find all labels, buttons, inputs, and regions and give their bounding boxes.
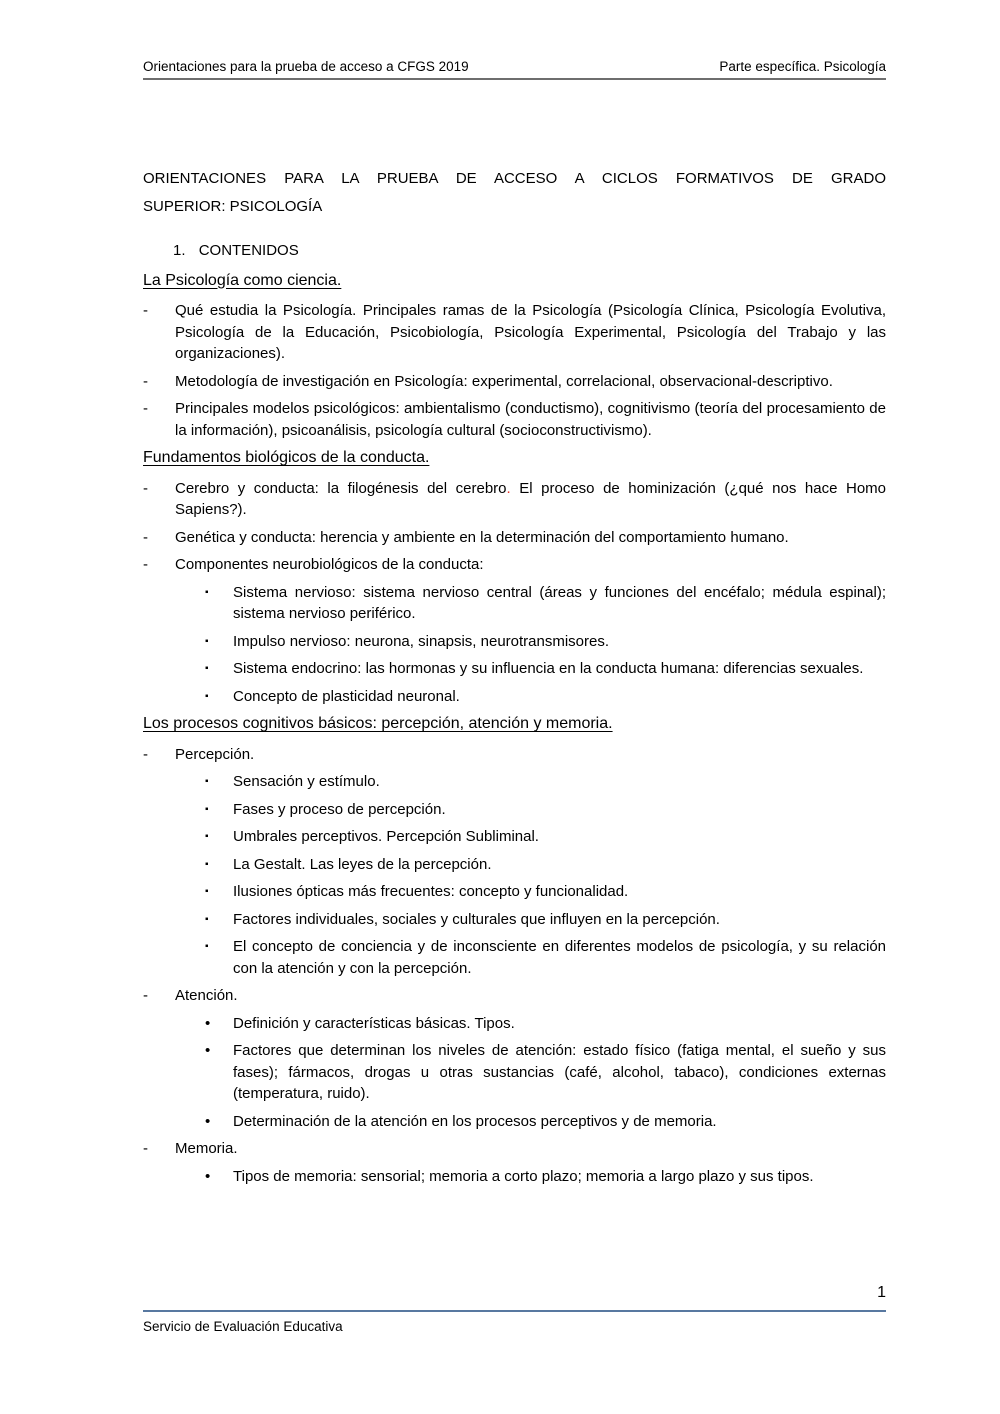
red-period: . [506,479,511,497]
dash-marker: - [143,745,148,763]
list-item [143,554,886,576]
round-bullet-marker: • [205,1112,211,1130]
list-item-text: Componentes neurobiológicos de la conducta: [175,556,484,573]
contents-heading [143,240,886,262]
dash-marker: - [143,372,148,390]
sub-list-item [143,1166,886,1188]
list-item [143,1138,886,1160]
header-left-text: Orientaciones para la prueba de acceso a CFGS 2019 [143,59,469,74]
list-item [143,371,886,393]
list-item-text: Definición y características básicas. Tipos. [233,1014,515,1032]
square-bullet-marker: ▪ [205,886,209,897]
sub-list-item [143,686,886,708]
square-bullet-marker: ▪ [205,586,209,598]
section-heading-fundamentos-biologicos: Fundamentos biológicos de la conducta. [143,449,430,466]
footer-divider-line [143,1310,886,1312]
sub-list-item [143,631,886,653]
header-right-text: Parte específica. Psicología [719,59,886,74]
list-item [143,744,886,766]
list-item-text: Qué estudia la Psicología. Principales ramas de la Psicología (Psicología Clínica, Psicología Evolutiva, Psicología de la Educación, Psicobiología, Psicología Experimental, Psicología del Trabajo y las organizaciones). [175,302,886,362]
list-item-text [175,480,886,519]
round-bullet-marker: • [205,1042,211,1059]
list-item-text: Memoria. [175,1140,238,1157]
document-title [143,165,886,221]
contents-heading-label: CONTENIDOS [198,242,299,259]
dash-marker: - [143,528,148,546]
square-bullet-marker: ▪ [205,635,209,647]
list-item [143,478,886,521]
dash-marker: - [143,400,148,417]
sub-list-item [143,936,886,979]
document-title-line2: SUPERIOR: PSICOLOGÍA [143,198,323,215]
list-item [143,527,886,549]
list-item-text: Sistema nervioso: sistema nervioso central (áreas y funciones del encéfalo; médula espinal); sistema nervioso periférico. [233,583,886,622]
text-segment: Cerebro y conducta: la filogénesis del cerebro [175,479,507,497]
list-item [143,398,886,441]
square-bullet-marker: ▪ [205,858,209,870]
sub-list-item [143,854,886,876]
square-bullet-marker: ▪ [205,913,209,925]
list-item-text: Determinación de la atención en los procesos perceptivos y de memoria. [233,1112,717,1130]
square-bullet-marker: ▪ [205,690,209,702]
list-item [143,985,886,1007]
dash-marker: - [143,479,148,497]
dash-marker: - [143,1140,148,1157]
sub-list-item [143,582,886,625]
list-item-text: La Gestalt. Las leyes de la percepción. [233,855,492,873]
sub-list-item [143,799,886,821]
list-item [143,300,886,365]
list-item-text: Atención. [175,987,238,1004]
list-item-text: Umbrales perceptivos. Percepción Subliminal. [233,828,539,845]
page-number: 1 [877,1284,886,1301]
list-item-text: Metodología de investigación en Psicología: experimental, correlacional, observacional-descriptivo. [175,372,833,390]
contents-heading-number: 1. [173,242,186,259]
square-bullet-marker: ▪ [205,803,209,815]
list-item-text: Tipos de memoria: sensorial; memoria a corto plazo; memoria a largo plazo y sus tipos. [233,1167,814,1185]
text-segment: El proceso de hominización (¿qué nos hace Homo Sapiens?). [175,479,886,518]
list-item-text: Percepción. [175,745,255,763]
list-item-text: Factores que determinan los niveles de atención: estado físico (fatiga mental, el sueño y sus fases); fármacos, drogas u otras sustancias (café, alcohol, tabaco), condiciones externas (temperatura, ruido). [233,1042,886,1102]
sub-list-item [143,1013,886,1035]
square-bullet-marker: ▪ [205,831,209,842]
document-title-line1: ORIENTACIONES PARA LA PRUEBA DE ACCESO A CICLOS FORMATIVOS DE GRADO [143,170,886,187]
sub-list-item [143,658,886,680]
sub-list-item [143,881,886,903]
square-bullet-marker: ▪ [205,776,209,787]
list-item-text: El concepto de conciencia y de inconsciente en diferentes modelos de psicología, y su relación con la atención y con la percepción. [233,938,886,977]
list-item-text: Sistema endocrino: las hormonas y su influencia en la conducta humana: diferencias sexuales. [233,660,864,677]
dash-marker: - [143,302,148,319]
list-item-text: Ilusiones ópticas más frecuentes: concepto y funcionalidad. [233,883,629,900]
list-item-text: Fases y proceso de percepción. [233,800,446,818]
sub-list-item [143,1040,886,1105]
square-bullet-marker: ▪ [205,663,209,674]
list-item-text: Sensación y estímulo. [233,773,380,790]
dash-marker: - [143,987,148,1004]
section-heading-procesos-cognitivos: Los procesos cognitivos básicos: percepción, atención y memoria. [143,715,613,732]
square-bullet-marker: ▪ [205,941,209,952]
list-item-text: Genética y conducta: herencia y ambiente en la determinación del comportamiento humano. [175,528,789,546]
list-item-text: Concepto de plasticidad neuronal. [233,687,460,705]
page-header [143,58,886,80]
document-body [143,165,886,1193]
round-bullet-marker: • [205,1014,211,1032]
list-item-text: Principales modelos psicológicos: ambientalismo (conductismo), cognitivismo (teoría del procesamiento de la información), psicoanálisis, psicología cultural (socioconstructivismo). [175,400,886,439]
list-item-text: Factores individuales, sociales y culturales que influyen en la percepción. [233,910,720,928]
dash-marker: - [143,556,148,573]
section-heading-psicologia-ciencia: La Psicología como ciencia. [143,271,342,289]
sub-list-item [143,909,886,931]
footer-text: Servicio de Evaluación Educativa [143,1319,343,1334]
round-bullet-marker: • [205,1167,211,1185]
sub-list-item [143,826,886,848]
sub-list-item [143,1111,886,1133]
list-item-text: Impulso nervioso: neurona, sinapsis, neurotransmisores. [233,632,610,650]
sub-list-item [143,771,886,793]
